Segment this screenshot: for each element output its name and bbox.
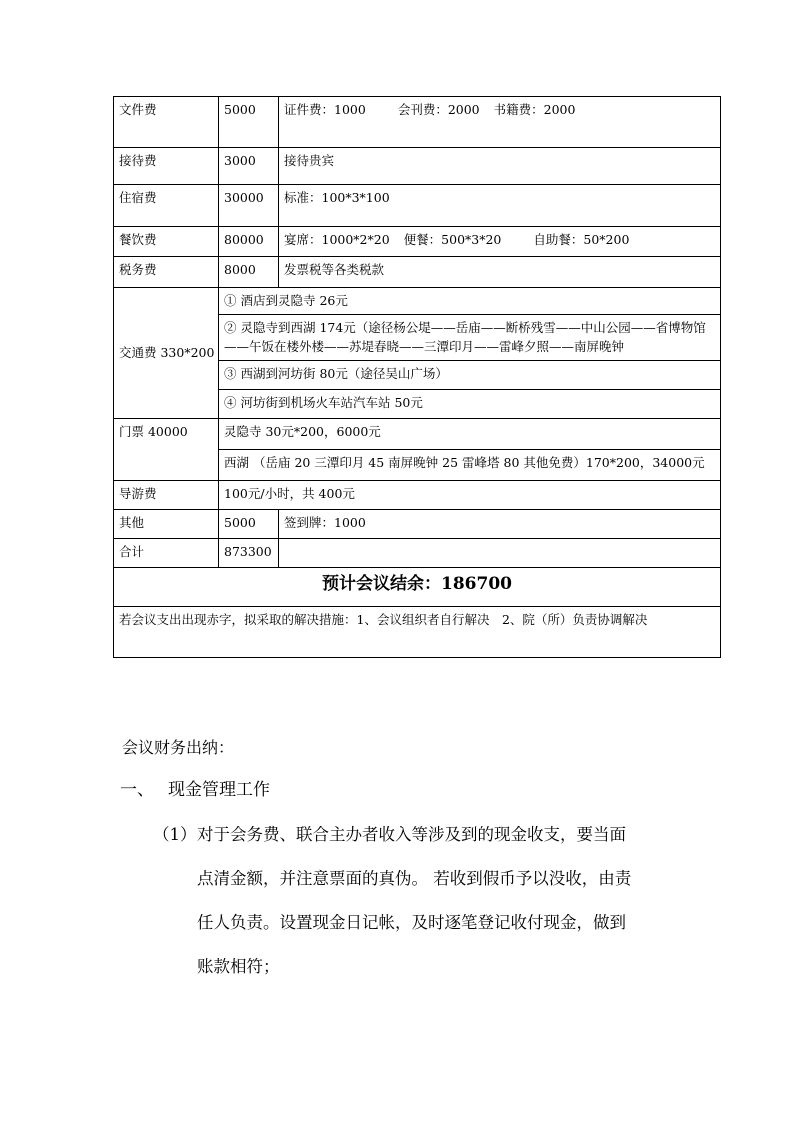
detail-cell: 发票税等各类税款 [279, 257, 721, 288]
detail-cell [279, 538, 721, 567]
item-cell: 合计 [114, 538, 219, 567]
route-cell: ① 酒店到灵隐寺 26元 [219, 288, 721, 315]
item-cell: 餐饮费 [114, 227, 219, 257]
ticket-cell: 西湖 （岳庙 20 三潭印月 45 南屏晚钟 25 雷峰塔 80 其他免费）170*200，34000元 [219, 449, 721, 480]
caption-text: 会议财务出纳： [122, 738, 235, 757]
amount-cell: 8000 [219, 257, 279, 288]
amount-cell: 5000 [219, 97, 279, 148]
item-cell: 文件费 [114, 97, 219, 148]
note-cell: 若会议支出出现赤字，拟采取的解决措施：1、会议组织者自行解决 2、院（所）负责协调解决 [114, 606, 721, 657]
amount-cell: 80000 [219, 227, 279, 257]
amount-cell: 30000 [219, 185, 279, 227]
route-cell: ③ 西湖到河坊街 80元（途径吴山广场） [219, 360, 721, 389]
budget-table [113, 96, 721, 658]
paragraph-line: 任人负责。设置现金日记帐，及时逐笔登记收付现金，做到 [197, 913, 626, 932]
detail-cell: 签到牌：1000 [279, 509, 721, 538]
amount-cell: 5000 [219, 509, 279, 538]
ticket-cell: 灵隐寺 30元*200，6000元 [219, 418, 721, 449]
amount-cell: 873300 [219, 538, 279, 567]
item-cell: 导游费 [114, 480, 219, 509]
item-cell: 接待费 [114, 148, 219, 185]
table-row [114, 418, 721, 449]
item-cell: 税务费 [114, 257, 219, 288]
paragraph-line: 账款相符； [197, 957, 280, 976]
detail-text: 宴席：1000*2*20 [284, 232, 390, 247]
item-cell: 住宿费 [114, 185, 219, 227]
section-title: 现金管理工作 [168, 780, 270, 800]
table-row [114, 97, 721, 148]
table-row [114, 288, 721, 315]
line-text: 对于会务费、联合主办者收入等涉及到的现金收支，要当面 [197, 825, 626, 844]
table-row [114, 567, 721, 606]
detail-text: 自助餐：50*200 [533, 232, 630, 247]
detail-text: 书籍费：2000 [493, 102, 576, 117]
table-row [114, 257, 721, 288]
summary-cell: 预计会议结余：186700 [114, 567, 721, 606]
table-row [114, 148, 721, 185]
section-heading [120, 775, 270, 800]
table-row [114, 509, 721, 538]
detail-text: 证件费：1000 [284, 102, 366, 117]
detail-text: 便餐：500*3*20 [403, 232, 502, 247]
table-row [114, 606, 721, 657]
detail-cell [279, 227, 721, 257]
paragraph-line [153, 813, 713, 857]
detail-cell: 接待贵宾 [279, 148, 721, 185]
paragraph-line: 点清金额，并注意票面的真伪。 若收到假币予以没收，由责 [197, 869, 632, 888]
section-number: 一、 [120, 780, 154, 800]
table-row [114, 185, 721, 227]
detail-cell: 100元/小时，共 400元 [219, 480, 721, 509]
table-row [114, 227, 721, 257]
detail-cell: 标准：100*3*100 [279, 185, 721, 227]
detail-text: 会刊费：2000 [397, 102, 480, 117]
route-cell: ④ 河坊街到机场火车站汽车站 50元 [219, 389, 721, 418]
detail-cell [279, 97, 721, 148]
item-cell: 其他 [114, 509, 219, 538]
item-number: （1） [153, 825, 197, 844]
amount-cell: 3000 [219, 148, 279, 185]
item-cell: 交通费 330*200 [114, 288, 219, 419]
table-row [114, 480, 721, 509]
table-row [114, 538, 721, 567]
paragraph [153, 813, 713, 989]
route-cell: ② 灵隐寺到西湖 174元（途径杨公堤——岳庙——断桥残雪——中山公园——省博物馆——午饭在楼外楼——苏堤春晓——三潭印月——雷峰夕照——南屏晚钟 [219, 315, 721, 361]
item-cell: 门票 40000 [114, 418, 219, 480]
